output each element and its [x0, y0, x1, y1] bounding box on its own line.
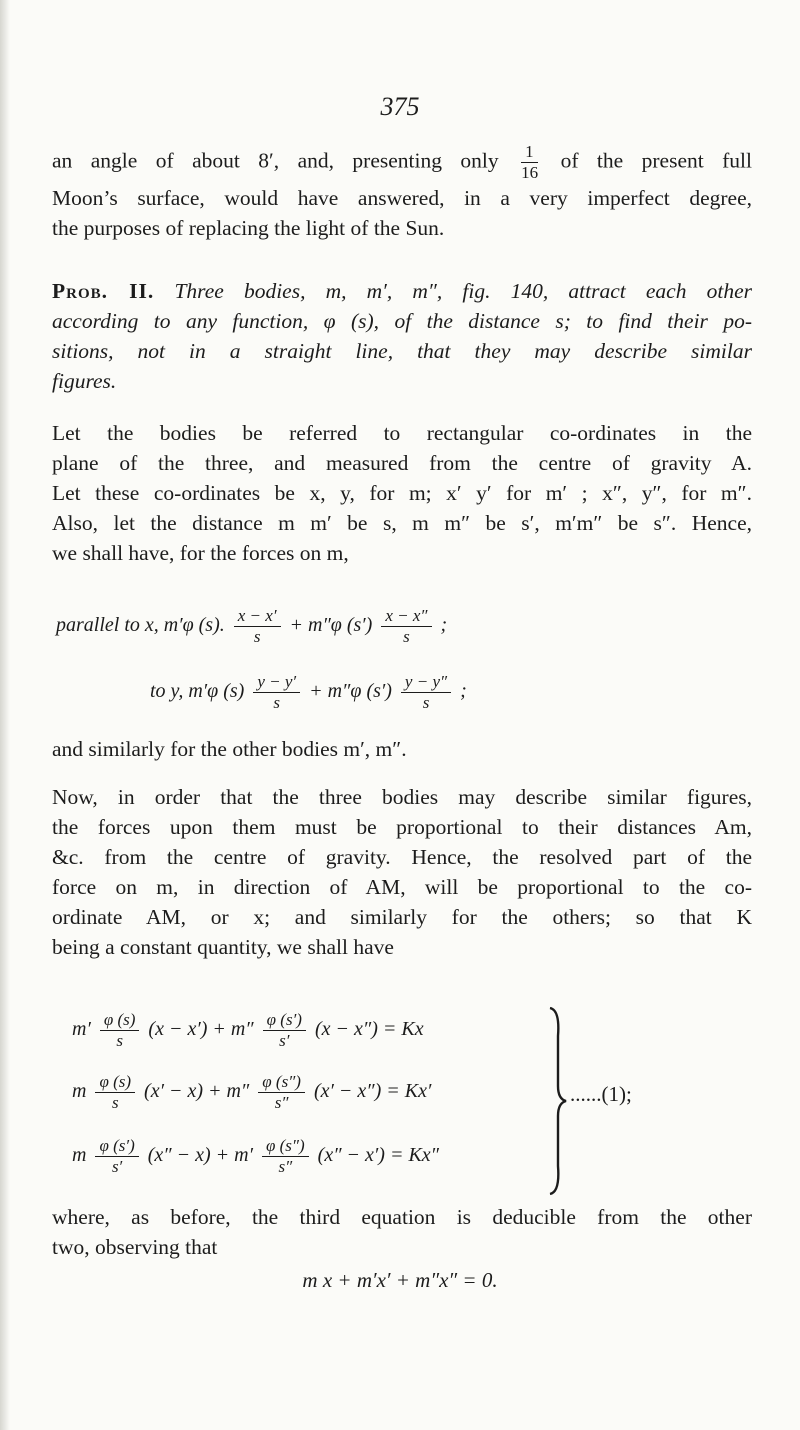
sys-r3-lead: m	[72, 1144, 87, 1167]
p5-line1: where, as before, the third equation is deducible from the other	[52, 1205, 752, 1229]
eqA-f2-num: x − x″	[381, 606, 431, 627]
sys-r2-t1: (x′ − x) + m″	[144, 1080, 250, 1103]
eqB-f2-num: y − y″	[401, 672, 451, 693]
eqA-f2-den: s	[403, 627, 410, 646]
eqA-fraction-1	[234, 606, 281, 647]
paragraph-moon	[52, 142, 752, 243]
system-row-2	[72, 1072, 431, 1113]
eqB-fraction-1	[253, 672, 300, 713]
eqA-prefix: parallel to x, m′φ (s).	[56, 614, 225, 637]
prob-line1-text: Three bodies, m, m′, m″, fig. 140, attract each other	[174, 279, 753, 303]
sys-r1-f1-den: s	[116, 1031, 123, 1050]
equation-label-1: ......(1);	[570, 1082, 632, 1106]
p2-line2: plane of the three, and measured from the centre of gravity A.	[52, 451, 752, 475]
sys-r3-fraction-1	[95, 1136, 138, 1177]
sys-r2-fraction-1	[95, 1072, 135, 1113]
sys-r3-f2-den: s″	[278, 1157, 293, 1176]
p5-line2: two, observing that	[52, 1235, 218, 1259]
sys-r1-lead: m′	[72, 1018, 91, 1041]
sys-r3-f2-num: φ (s″)	[262, 1136, 309, 1157]
sys-r2-lead: m	[72, 1080, 87, 1103]
paragraph-coordinates	[52, 418, 752, 568]
final-equation: m x + m′x′ + m″x″ = 0.	[302, 1268, 498, 1292]
p2-line3: Let these co-ordinates be x, y, for m; x′ y′ for m′ ; x″, y″, for m″.	[52, 481, 752, 505]
sys-r1-t2: (x − x″) = Kx	[314, 1018, 424, 1041]
problem-label: Prob. II.	[52, 279, 155, 303]
sys-r3-f1-num: φ (s′)	[95, 1136, 138, 1157]
equation-force-x	[56, 606, 447, 647]
eqB-end: ;	[460, 680, 467, 703]
prob-line1	[52, 276, 752, 306]
eqB-prefix: to y, m′φ (s)	[150, 680, 245, 703]
system-row-3	[72, 1136, 439, 1177]
p2-line1: Let the bodies be referred to rectangular co-ordinates in the	[52, 421, 752, 445]
sys-r2-f1-den: s	[111, 1093, 119, 1112]
p4-line4: force on m, in direction of AM, will be proportional to the co-	[52, 875, 752, 899]
sys-r2-fraction-2	[258, 1072, 305, 1113]
eqB-mid: + m″φ (s′)	[309, 680, 392, 703]
eqB-f2-den: s	[422, 693, 430, 712]
p4-line2: the forces upon them must be proportional to their distances Am,	[52, 815, 752, 839]
system-row-1	[72, 1010, 424, 1051]
fraction-numerator: 1	[521, 142, 538, 163]
sys-r3-t1: (x″ − x) + m′	[147, 1144, 253, 1167]
sys-r1-fraction-2	[263, 1010, 306, 1051]
eqA-mid: + m″φ (s′)	[289, 614, 373, 637]
binding-shadow	[0, 0, 10, 1430]
eqB-f1-num: y − y′	[253, 672, 300, 693]
prob-line4: figures.	[52, 369, 117, 393]
p1-line3: the purposes of replacing the light of the Sun.	[52, 216, 445, 240]
p1-line1b: of the present full	[560, 148, 753, 173]
eqB-fraction-2	[401, 672, 451, 713]
eqA-end: ;	[440, 614, 448, 637]
sys-r2-f2-den: s″	[274, 1093, 289, 1112]
sys-r2-t2: (x′ − x″) = Kx′	[313, 1080, 432, 1103]
sys-r1-f2-num: φ (s′)	[263, 1010, 306, 1031]
sys-r2-f2-num: φ (s″)	[258, 1072, 305, 1093]
p1-line2: Moon’s surface, would have answered, in a very imperfect degree,	[52, 186, 752, 210]
paragraph-similarly	[52, 734, 752, 764]
p2-line4: Also, let the distance m m′ be s, m m″ be s′, m′m″ be s″. Hence,	[52, 511, 752, 535]
p4-line3: &c. from the centre of gravity. Hence, the resolved part of the	[52, 845, 752, 869]
eqB-f1-den: s	[273, 693, 281, 712]
sys-r2-f1-num: φ (s)	[95, 1072, 135, 1093]
paragraph-third-equation	[52, 1202, 752, 1262]
sys-r3-fraction-2	[262, 1136, 309, 1177]
fraction-one-sixteenth	[521, 142, 538, 183]
equation-force-y	[150, 672, 467, 713]
prob-line3: sitions, not in a straight line, that they may describe similar	[52, 339, 752, 363]
sys-r3-t2: (x″ − x′) = Kx″	[317, 1144, 439, 1167]
p1-line1	[52, 142, 752, 183]
eqA-fraction-2	[381, 606, 431, 647]
sys-r3-f1-den: s′	[111, 1157, 123, 1176]
eqA-f1-den: s	[253, 627, 261, 646]
sys-r1-fraction-1	[100, 1010, 140, 1051]
sys-r1-t1: (x − x′) + m″	[148, 1018, 254, 1041]
eqA-f1-num: x − x′	[234, 606, 281, 627]
p4-line5: ordinate AM, or x; and similarly for the others; so that K	[52, 905, 752, 929]
p4-line1: Now, in order that the three bodies may describe similar figures,	[52, 785, 752, 809]
sys-r1-f2-den: s′	[279, 1031, 290, 1050]
paragraph-similar-figures	[52, 782, 752, 962]
problem-statement	[52, 276, 752, 396]
fraction-denominator: 16	[521, 163, 539, 182]
p1-line1a: an angle of about 8′, and, presenting only	[52, 148, 499, 173]
prob-line2: according to any function, φ (s), of the distance s; to find their po-	[52, 309, 752, 333]
p3-line1: and similarly for the other bodies m′, m″.	[52, 737, 407, 761]
p4-line6: being a constant quantity, we shall have	[52, 935, 394, 959]
right-brace-icon	[548, 1006, 568, 1196]
page-number: 375	[380, 92, 420, 121]
p2-line5: we shall have, for the forces on m,	[52, 541, 349, 565]
sys-r1-f1-num: φ (s)	[100, 1010, 140, 1031]
